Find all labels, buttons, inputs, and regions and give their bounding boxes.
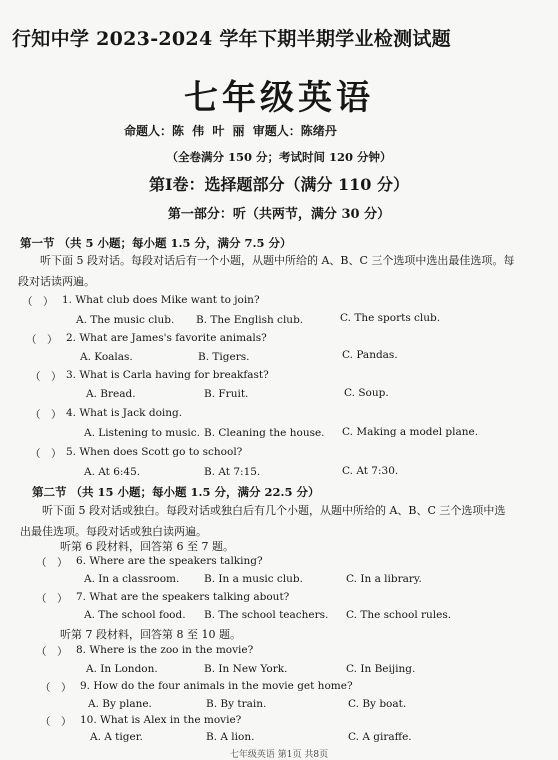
answer-bracket: （ ） bbox=[30, 448, 62, 460]
option-a: A. Koalas. bbox=[80, 351, 133, 363]
option-c: C. By boat. bbox=[348, 698, 407, 710]
option-c: C. Pandas. bbox=[342, 349, 398, 361]
section1-heading: 第一节 （共 5 小题；每小题 1.5 分，满分 7.5 分） bbox=[20, 236, 292, 250]
option-a: A. The school food. bbox=[84, 609, 186, 621]
question-stem: 4. What is Jack doing. bbox=[66, 407, 183, 419]
option-a: A. At 6:45. bbox=[84, 466, 141, 478]
subject-title: 七年级英语 bbox=[184, 78, 374, 118]
answer-bracket: （ ） bbox=[36, 557, 68, 569]
option-b: B. Cleaning the house. bbox=[204, 427, 325, 439]
question-stem: 2. What are James's favorite animals? bbox=[66, 332, 267, 344]
question-stem: 3. What is Carla having for breakfast? bbox=[66, 369, 269, 381]
option-c: C. In a library. bbox=[346, 573, 422, 585]
question-stem: 8. Where is the zoo in the movie? bbox=[76, 644, 254, 656]
option-a: A. Listening to music. bbox=[84, 427, 200, 439]
option-c: C. Soup. bbox=[344, 387, 389, 399]
option-a: A. A tiger. bbox=[90, 731, 143, 743]
option-b: B. The school teachers. bbox=[204, 609, 329, 621]
answer-bracket: （ ） bbox=[36, 593, 68, 605]
option-a: A. The music club. bbox=[76, 314, 175, 326]
option-c: C. A giraffe. bbox=[348, 731, 412, 743]
option-a: A. In a classroom. bbox=[84, 573, 180, 585]
option-c: C. In Beijing. bbox=[346, 663, 416, 675]
option-b: B. A lion. bbox=[206, 731, 255, 743]
answer-bracket: （ ） bbox=[40, 716, 72, 728]
part-title: 第Ⅰ卷：选择题部分（满分 110 分） bbox=[148, 175, 410, 194]
option-b: B. Tigers. bbox=[198, 351, 250, 363]
answer-bracket: （ ） bbox=[30, 371, 62, 383]
question-stem: 7. What are the speakers talking about? bbox=[76, 591, 290, 603]
section1-instructions: 听下面 5 段对话。每段对话后有一个小题，从题中所给的 A、B、C 三个选项中选出最佳选项。每段对话读两遍。 bbox=[18, 254, 515, 288]
answer-bracket: （ ） bbox=[22, 296, 54, 308]
question-stem: 5. When does Scott go to school? bbox=[66, 446, 243, 458]
answer-bracket: （ ） bbox=[36, 646, 68, 658]
question-stem: 6. Where are the speakers talking? bbox=[76, 555, 263, 567]
page-footer: 七年级英语 第1页 共8页 bbox=[229, 750, 329, 760]
material-note: 听第 7 段材料，回答第 8 至 10 题。 bbox=[60, 628, 241, 641]
school-exam-title: 行知中学 2023-2024 学年下期半期学业检测试题 bbox=[12, 28, 451, 50]
part-subtitle: 第一部分：听（共两节，满分 30 分） bbox=[167, 207, 391, 222]
answer-bracket: （ ） bbox=[40, 682, 72, 694]
option-b: B. At 7:15. bbox=[204, 466, 261, 478]
section2-instructions: 听下面 5 段对话或独白。每段对话或独白后有几个小题，从题中所给的 A、B、C 三个选项中选出最佳选项。每段对话或独白读两遍。 bbox=[20, 504, 506, 538]
question-stem: 9. How do the four animals in the movie get home? bbox=[80, 680, 353, 692]
authors-line: 命题人：陈 伟 叶 丽 审题人：陈绪丹 bbox=[124, 124, 337, 138]
exam-info: （全卷满分 150 分；考试时间 120 分钟） bbox=[166, 150, 392, 164]
answer-bracket: （ ） bbox=[26, 334, 58, 346]
option-b: B. Fruit. bbox=[204, 388, 249, 400]
option-a: A. In London. bbox=[86, 663, 158, 675]
option-b: B. In New York. bbox=[204, 663, 288, 675]
option-c: C. The school rules. bbox=[346, 609, 452, 621]
option-b: B. By train. bbox=[206, 698, 267, 710]
option-a: A. Bread. bbox=[86, 388, 136, 400]
option-b: B. The English club. bbox=[196, 314, 304, 326]
option-c: C. Making a model plane. bbox=[342, 426, 479, 438]
option-a: A. By plane. bbox=[88, 698, 152, 710]
option-b: B. In a music club. bbox=[204, 573, 303, 585]
material-note: 听第 6 段材料，回答第 6 至 7 题。 bbox=[60, 540, 234, 553]
question-stem: 1. What club does Mike want to join? bbox=[62, 294, 260, 306]
section2-heading: 第二节 （共 15 小题；每小题 1.5 分，满分 22.5 分） bbox=[32, 485, 320, 499]
answer-bracket: （ ） bbox=[30, 409, 62, 421]
option-c: C. At 7:30. bbox=[342, 465, 399, 477]
question-stem: 10. What is Alex in the movie? bbox=[80, 714, 242, 726]
option-c: C. The sports club. bbox=[340, 312, 441, 324]
